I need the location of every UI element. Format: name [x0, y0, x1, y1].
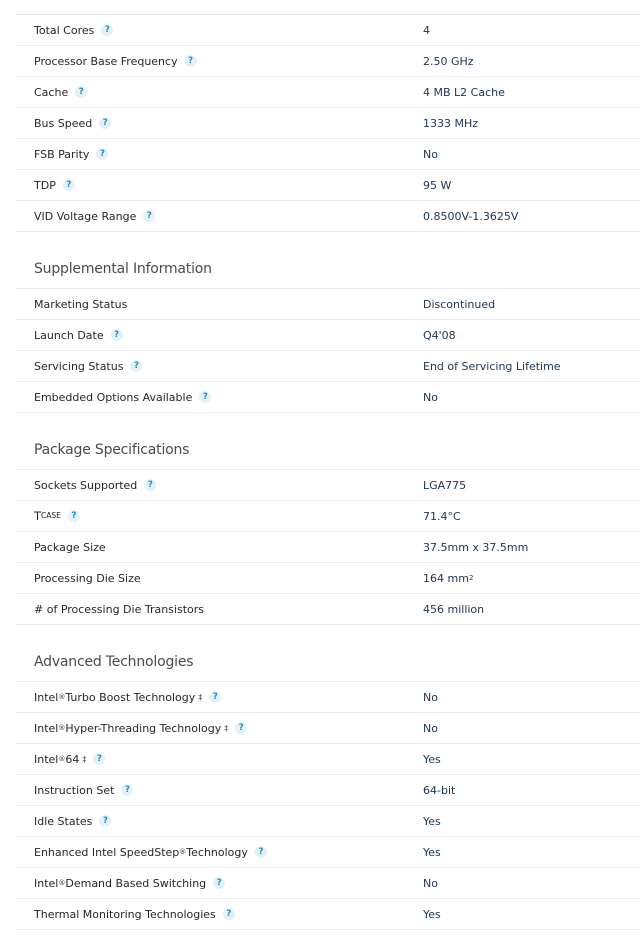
help-icon[interactable]: ?	[68, 510, 80, 522]
spec-row-tdp	[16, 170, 640, 201]
section-title: Advanced Technologies	[34, 654, 194, 670]
help-icon[interactable]: ?	[93, 753, 105, 765]
spec-row-total-cores	[16, 15, 640, 46]
spec-value: 164 mm	[423, 571, 469, 585]
help-icon[interactable]: ?	[144, 479, 156, 491]
spec-label: Intel	[34, 876, 59, 890]
spec-label: Package Size	[34, 540, 106, 554]
spec-value-container: 164 mm 2	[423, 571, 474, 585]
help-icon[interactable]: ?	[99, 815, 111, 827]
spec-row-marketing-status	[16, 289, 640, 320]
spec-value: Yes	[423, 907, 441, 921]
help-icon[interactable]: ?	[213, 877, 225, 889]
spec-label: Launch Date	[34, 328, 104, 342]
spec-value: No	[423, 690, 438, 704]
help-icon[interactable]: ?	[235, 722, 247, 734]
spec-label: VID Voltage Range	[34, 209, 137, 223]
spec-value: Q4'08	[423, 328, 456, 342]
help-icon[interactable]: ?	[75, 86, 87, 98]
spec-row-thermal-monitoring	[16, 899, 640, 930]
advanced-section	[0, 682, 640, 930]
spec-row-base-frequency	[16, 46, 640, 77]
spec-row-demand-based-switching: Intel ® Demand Based Switching ? No	[16, 868, 640, 899]
spec-value: No	[423, 876, 438, 890]
spec-value: End of Servicing Lifetime	[423, 359, 561, 373]
spec-label: # of Processing Die Transistors	[34, 602, 204, 616]
spec-label: T	[34, 509, 42, 523]
spec-value: Yes	[423, 814, 441, 828]
spec-row-cache	[16, 77, 640, 108]
spec-value: 0.8500V-1.3625V	[423, 209, 519, 223]
spec-value: 4 MB L2 Cache	[423, 85, 505, 99]
spec-value: Discontinued	[423, 297, 496, 311]
spec-label: Instruction Set	[34, 783, 115, 797]
spec-label: Idle States	[34, 814, 93, 828]
help-icon[interactable]: ?	[111, 329, 123, 341]
help-icon[interactable]: ?	[63, 179, 75, 191]
spec-label: Enhanced Intel SpeedStep	[34, 845, 180, 859]
spec-label: Intel	[34, 690, 59, 704]
spec-row-turbo-boost: Intel ® Turbo Boost Technology ‡ ? No	[16, 682, 640, 713]
spec-row-instruction-set	[16, 775, 640, 806]
help-icon[interactable]: ?	[199, 391, 211, 403]
package-section-header	[16, 413, 640, 470]
spec-row-transistors	[16, 594, 640, 625]
spec-value: LGA775	[423, 478, 467, 492]
help-icon[interactable]: ?	[143, 210, 155, 222]
spec-value: No	[423, 721, 438, 735]
spec-row-tcase: T CASE ? 71.4°C	[16, 501, 640, 532]
spec-label: Processing Die Size	[34, 571, 141, 585]
section-title: Package Specifications	[34, 442, 190, 458]
spec-value: 37.5mm x 37.5mm	[423, 540, 529, 554]
help-icon[interactable]: ?	[121, 784, 133, 796]
help-icon[interactable]: ?	[96, 148, 108, 160]
spec-value: 64-bit	[423, 783, 456, 797]
help-icon[interactable]: ?	[185, 55, 197, 67]
footnote-dagger-icon: ‡	[198, 692, 203, 702]
supplemental-section-header	[16, 232, 640, 289]
spec-label: FSB Parity	[34, 147, 90, 161]
footnote-dagger-icon: ‡	[224, 723, 229, 733]
footnote-dagger-icon: ‡	[82, 754, 87, 764]
spec-row-hyper-threading: Intel ® Hyper-Threading Technology ‡ ? No	[16, 713, 640, 744]
package-section	[0, 470, 640, 625]
spec-value: 1333 MHz	[423, 116, 479, 130]
spec-label-rest: Turbo Boost Technology	[65, 690, 196, 704]
spec-label: Thermal Monitoring Technologies	[34, 907, 216, 921]
spec-label: Cache	[34, 85, 69, 99]
spec-label-rest: Hyper-Threading Technology	[65, 721, 222, 735]
spec-row-die-size	[16, 563, 640, 594]
spec-label: Embedded Options Available	[34, 390, 193, 404]
spec-row-servicing-status	[16, 351, 640, 382]
spec-value: No	[423, 147, 438, 161]
performance-section	[0, 15, 640, 232]
spec-value: 456 million	[423, 602, 485, 616]
help-icon[interactable]: ?	[223, 908, 235, 920]
spec-label-rest: Technology	[186, 845, 248, 859]
spec-row-fsb-parity	[16, 139, 640, 170]
spec-value: 95 W	[423, 178, 452, 192]
spec-label: Bus Speed	[34, 116, 93, 130]
spec-value: 71.4°C	[423, 509, 461, 523]
spec-label: Servicing Status	[34, 359, 124, 373]
advanced-section-header	[16, 625, 640, 682]
spec-row-vid-voltage	[16, 201, 640, 232]
spec-label: Total Cores	[34, 23, 95, 37]
help-icon[interactable]: ?	[255, 846, 267, 858]
spec-label-rest: Demand Based Switching	[65, 876, 207, 890]
spec-row-bus-speed	[16, 108, 640, 139]
section-title: Supplemental Information	[34, 261, 212, 277]
help-icon[interactable]: ?	[101, 24, 113, 36]
supplemental-section	[0, 289, 640, 413]
spec-row-embedded-options	[16, 382, 640, 413]
spec-row-launch-date	[16, 320, 640, 351]
spec-value: Yes	[423, 845, 441, 859]
help-icon[interactable]: ?	[209, 691, 221, 703]
spec-value: 2.50 GHz	[423, 54, 474, 68]
spec-row-idle-states	[16, 806, 640, 837]
spec-row-sockets	[16, 470, 640, 501]
help-icon[interactable]: ?	[99, 117, 111, 129]
spec-label: Marketing Status	[34, 297, 128, 311]
spec-value: 4	[423, 23, 430, 37]
help-icon[interactable]: ?	[130, 360, 142, 372]
spec-row-intel-64: Intel ® 64 ‡ ? Yes	[16, 744, 640, 775]
spec-row-speedstep: Enhanced Intel SpeedStep ® Technology ? Yes	[16, 837, 640, 868]
spec-label: Intel	[34, 752, 59, 766]
spec-label: Processor Base Frequency	[34, 54, 178, 68]
spec-value: No	[423, 390, 438, 404]
spec-label: TDP	[34, 178, 56, 192]
spec-label-rest: 64	[65, 752, 80, 766]
spec-value: Yes	[423, 752, 441, 766]
spec-label: Sockets Supported	[34, 478, 138, 492]
spec-label: Intel	[34, 721, 59, 735]
spec-row-package-size	[16, 532, 640, 563]
